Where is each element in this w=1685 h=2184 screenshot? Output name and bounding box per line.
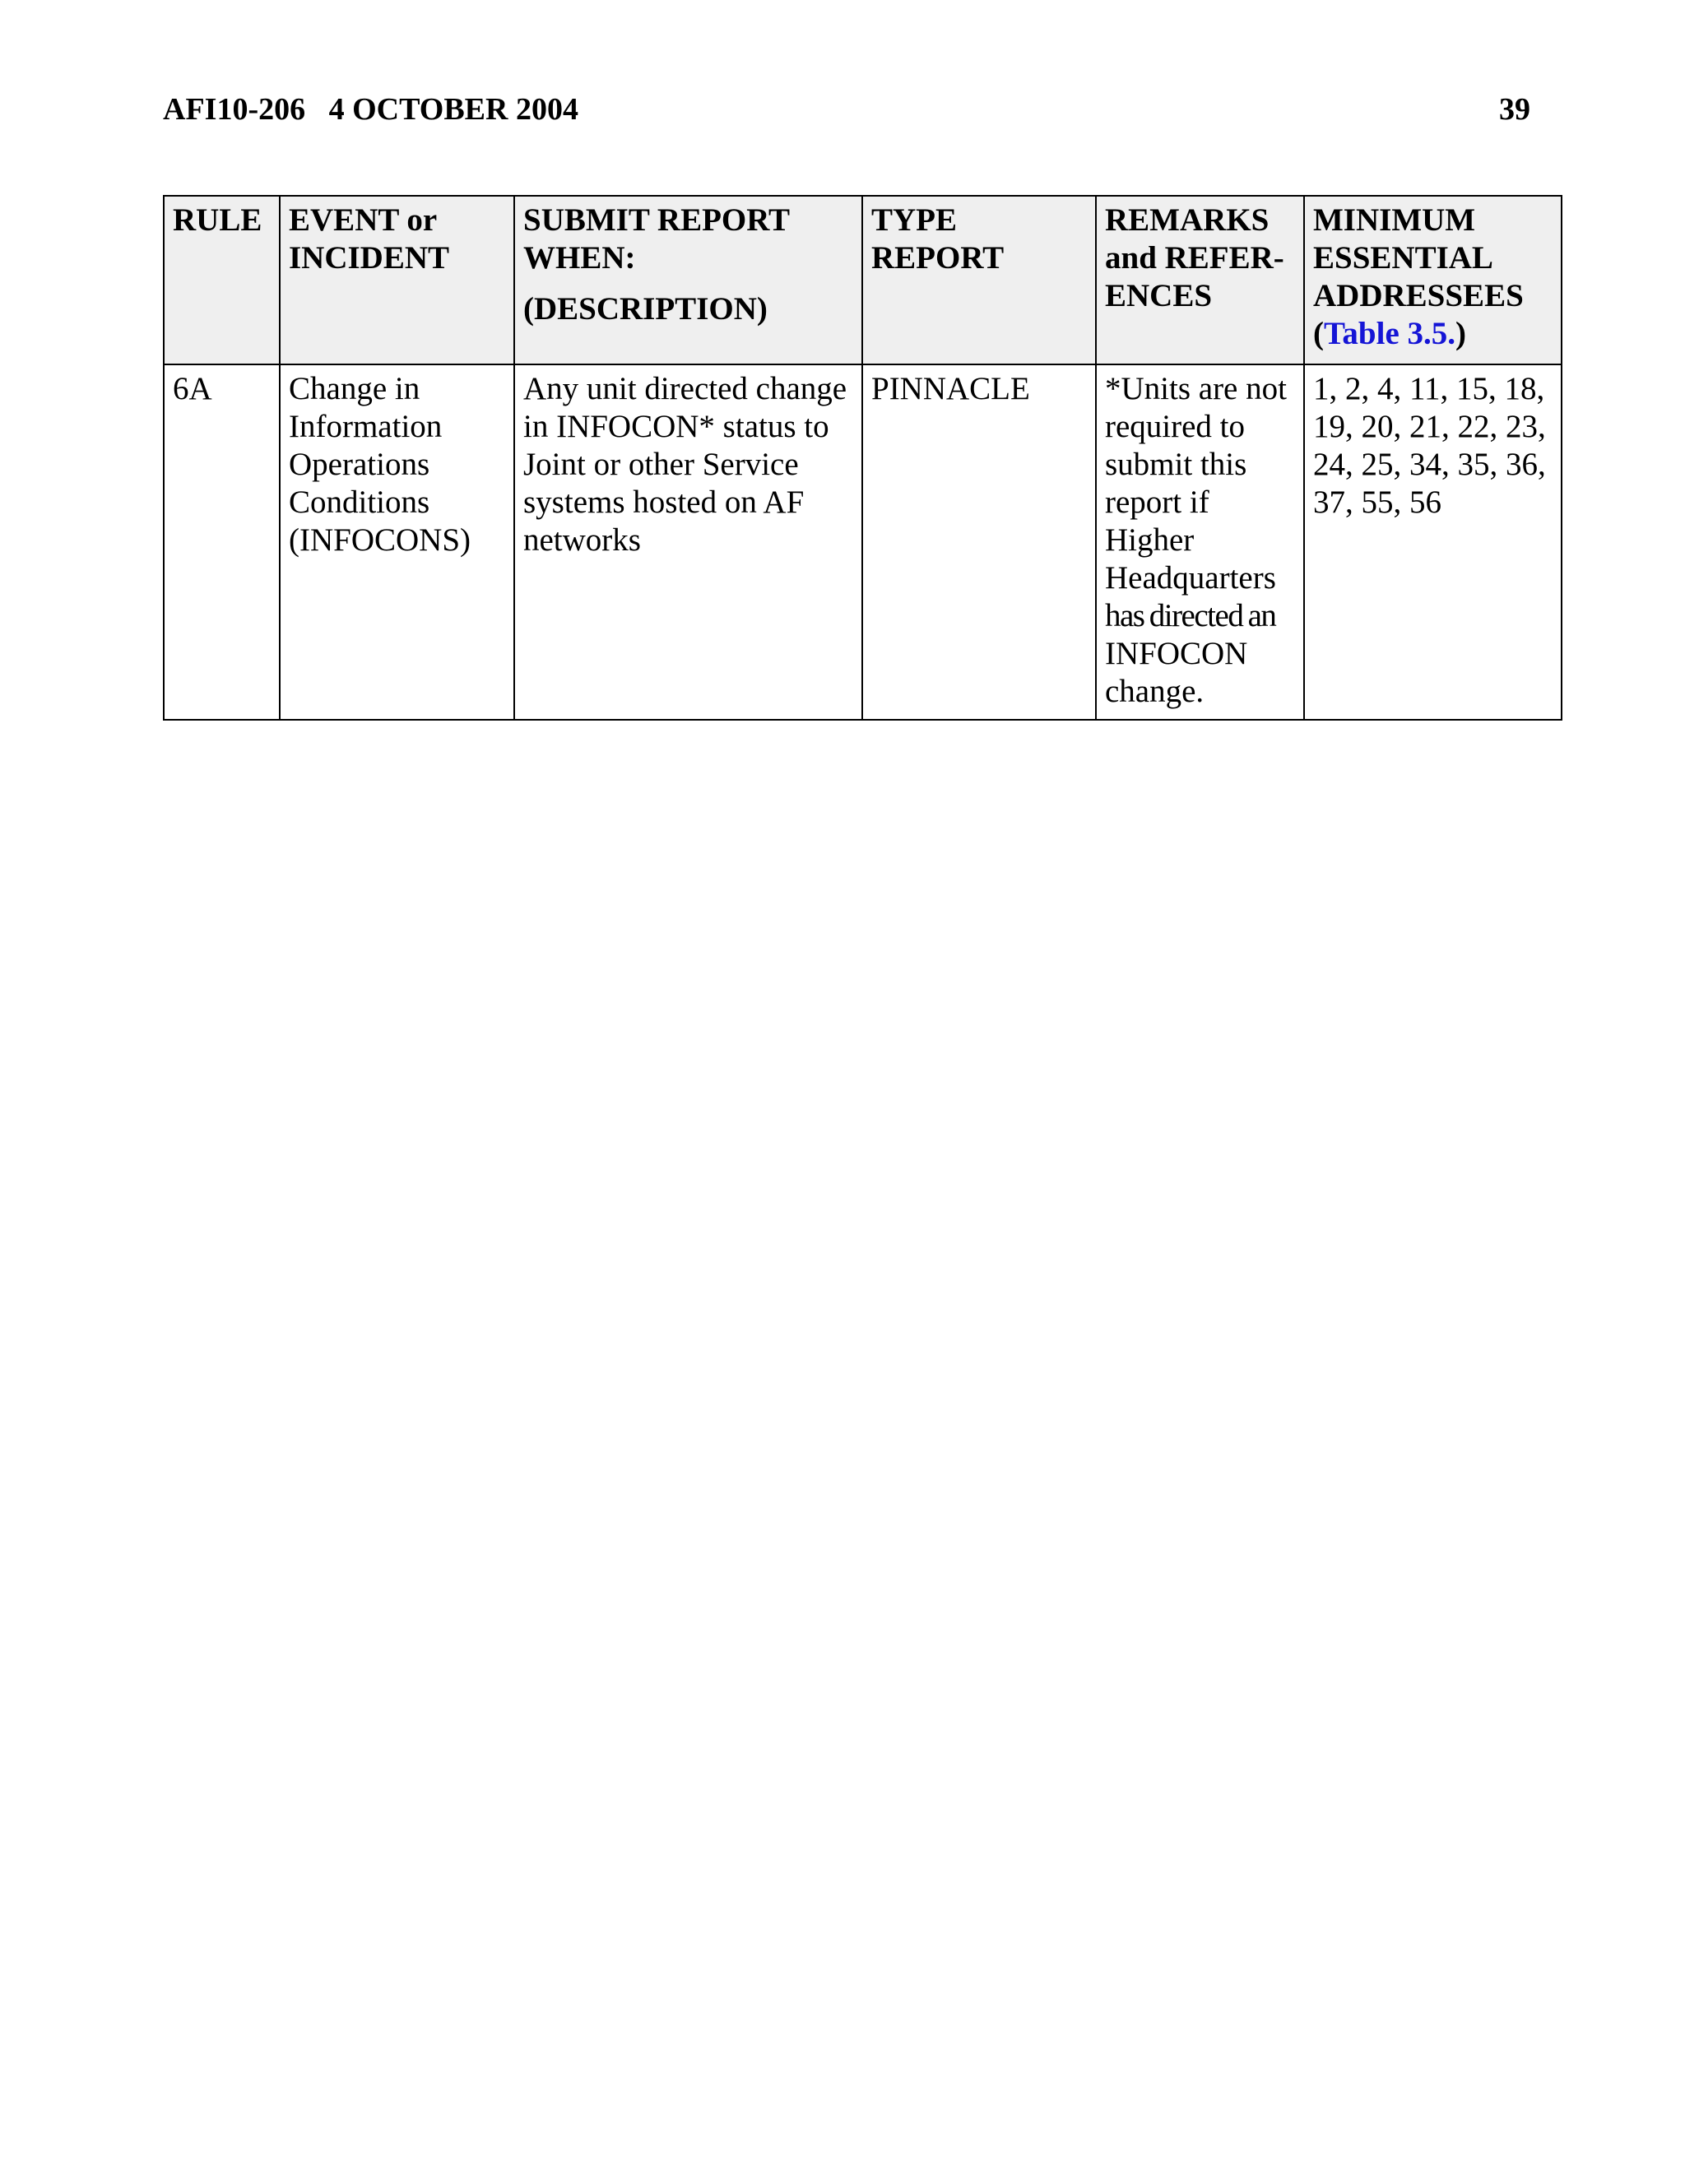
column-header-submit-description: (DESCRIPTION) — [523, 291, 768, 327]
addressees-line: 24, 25, 34, 35, 36, — [1313, 447, 1546, 482]
rule-value: 6A — [173, 371, 212, 406]
remarks-line: has directed an — [1105, 598, 1276, 633]
column-header-event-line: EVENT or — [289, 202, 438, 238]
event-line: Change in — [289, 371, 420, 406]
column-header-addressees-line: MINIMUM — [1313, 202, 1476, 238]
column-header-submit-line: SUBMIT REPORT — [523, 202, 791, 238]
event-line: Operations — [289, 447, 430, 482]
description-line: networks — [523, 522, 641, 558]
column-header-remarks-line: and REFER- — [1105, 240, 1284, 276]
description-line: in INFOCON* status to — [523, 409, 829, 444]
column-header-event — [280, 196, 514, 364]
remarks-line: submit this — [1105, 447, 1247, 482]
column-header-rule — [164, 196, 280, 364]
doc-id: AFI10-206 — [163, 92, 306, 127]
column-header-type-line: TYPE — [871, 202, 958, 238]
cell-description — [514, 364, 862, 720]
paren-open: ( — [1313, 316, 1324, 351]
remarks-line: Headquarters — [1105, 560, 1276, 596]
column-header-type-line: REPORT — [871, 240, 1005, 276]
page-number: 39 — [1499, 92, 1530, 127]
event-line: Conditions — [289, 485, 430, 520]
column-header-type — [862, 196, 1096, 364]
addressees-line: 1, 2, 4, 11, 15, 18, — [1313, 371, 1545, 406]
addressees-line: 37, 55, 56 — [1313, 485, 1441, 520]
remarks-line: Higher — [1105, 522, 1195, 558]
table-3-5-link[interactable]: Table 3.5. — [1324, 316, 1456, 351]
column-header-submit-line: WHEN: — [523, 240, 636, 276]
header-title — [163, 89, 578, 130]
column-header-addressees-ref — [1313, 315, 1553, 353]
page-header — [163, 89, 1530, 130]
doc-date: 4 OCTOBER 2004 — [328, 92, 578, 127]
column-header-remarks-line: REMARKS — [1105, 202, 1270, 238]
paren-close: ) — [1455, 316, 1467, 351]
type-value: PINNACLE — [871, 371, 1030, 406]
event-line: (INFOCONS) — [289, 522, 471, 558]
cell-type — [862, 364, 1096, 720]
table-header-row — [164, 196, 1562, 364]
report-table — [163, 195, 1562, 721]
description-line: systems hosted on AF — [523, 485, 805, 520]
remarks-line: report if — [1105, 485, 1209, 520]
cell-addressees — [1304, 364, 1562, 720]
cell-rule — [164, 364, 280, 720]
column-header-remarks — [1096, 196, 1304, 364]
column-header-remarks-line: ENCES — [1105, 278, 1213, 313]
remarks-line: INFOCON — [1105, 636, 1248, 671]
column-header-event-line: INCIDENT — [289, 240, 450, 276]
column-header-addressees — [1304, 196, 1562, 364]
cell-remarks — [1096, 364, 1304, 720]
remarks-line: change. — [1105, 674, 1205, 709]
table-row — [164, 364, 1562, 720]
column-header-rule-text: RULE — [173, 202, 262, 238]
description-line: Any unit directed change — [523, 371, 847, 406]
column-header-addressees-line: ADDRESSEES — [1313, 278, 1524, 313]
cell-event — [280, 364, 514, 720]
remarks-line: *Units are not — [1105, 371, 1287, 406]
column-header-addressees-line: ESSENTIAL — [1313, 240, 1493, 276]
addressees-line: 19, 20, 21, 22, 23, — [1313, 409, 1546, 444]
column-header-submit — [514, 196, 862, 364]
remarks-line: required to — [1105, 409, 1246, 444]
event-line: Information — [289, 409, 443, 444]
description-line: Joint or other Service — [523, 447, 799, 482]
